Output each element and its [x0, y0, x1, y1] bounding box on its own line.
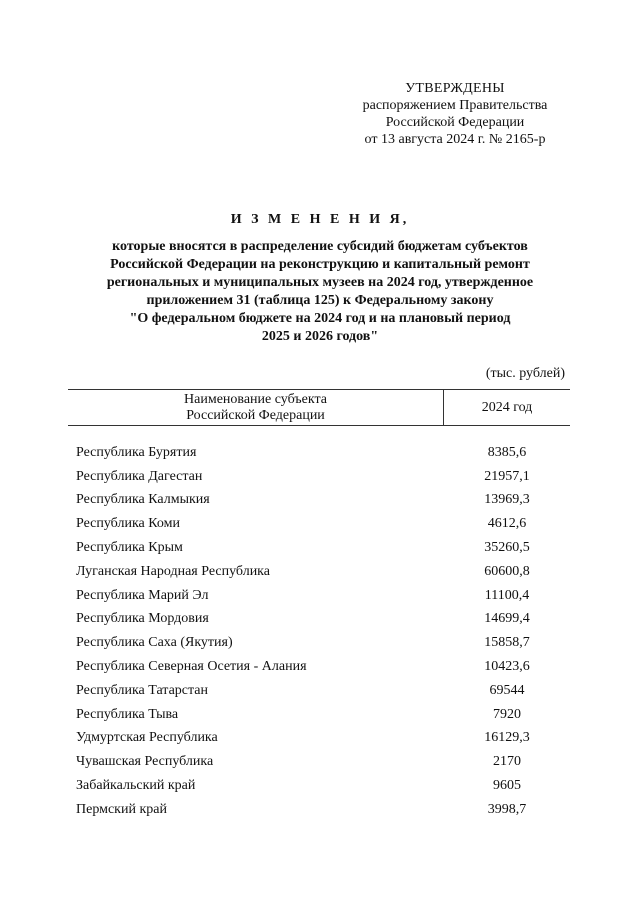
- row-subject: Республика Саха (Якутия): [76, 635, 233, 651]
- row-value: 9605: [493, 778, 521, 794]
- approval-line-3: от 13 августа 2024 г. № 2165-р: [364, 132, 546, 147]
- row-subject: Пермский край: [76, 801, 167, 817]
- approval-line-2: Российской Федерации: [385, 115, 525, 130]
- row-value: 10423,6: [484, 659, 530, 675]
- row-value: 60600,8: [484, 563, 530, 579]
- row-subject: Республика Татарстан: [76, 682, 209, 698]
- header-subject-line-1: Наименование субъекта: [184, 392, 327, 407]
- table-row: [68, 465, 570, 489]
- table-row: [68, 727, 570, 751]
- row-subject: Забайкальский край: [76, 778, 196, 794]
- table-row: [68, 608, 570, 632]
- row-value: 21957,1: [484, 468, 530, 484]
- table-body: [68, 441, 570, 822]
- subtitle-line-2: Российской Федерации на реконструкцию и капитальный ремонт: [110, 257, 530, 272]
- approval-line-1: распоряжением Правительства: [362, 98, 548, 113]
- row-subject: Республика Северная Осетия - Алания: [76, 659, 307, 675]
- approval-block: [340, 80, 570, 148]
- row-subject: Республика Бурятия: [76, 444, 197, 460]
- row-value: 15858,7: [484, 635, 530, 651]
- table-row: [68, 560, 570, 584]
- row-subject: Республика Тыва: [76, 706, 179, 722]
- table-row: [68, 512, 570, 536]
- row-subject: Республика Мордовия: [76, 611, 209, 627]
- row-value: 11100,4: [484, 587, 530, 603]
- subtitle-line-6: 2025 и 2026 годов": [261, 329, 379, 344]
- header-year: 2024 год: [481, 400, 533, 415]
- row-value: 16129,3: [484, 730, 530, 746]
- row-value: 14699,4: [484, 611, 530, 627]
- header-subject: [68, 390, 444, 425]
- row-value: 8385,6: [487, 444, 527, 460]
- row-value: 4612,6: [487, 516, 527, 532]
- table-row: [68, 489, 570, 513]
- row-value: 35260,5: [484, 540, 530, 556]
- units-label: (тыс. рублей): [485, 366, 565, 381]
- row-value: 69544: [489, 682, 525, 698]
- table-row: [68, 536, 570, 560]
- document-title: И З М Е Н Е Н И Я,: [230, 212, 410, 227]
- row-subject: Чувашская Республика: [76, 754, 214, 770]
- row-subject: Республика Крым: [76, 540, 183, 556]
- subtitle-line-5: "О федеральном бюджете на 2024 год и на плановый период: [129, 311, 511, 326]
- row-subject: Республика Калмыкия: [76, 492, 210, 508]
- table-row: [68, 631, 570, 655]
- approval-heading: УТВЕРЖДЕНЫ: [405, 81, 505, 96]
- row-subject: Республика Марий Эл: [76, 587, 209, 603]
- row-subject: Удмуртская Республика: [76, 730, 218, 746]
- row-subject: Республика Дагестан: [76, 468, 203, 484]
- row-subject: Луганская Народная Республика: [76, 563, 270, 579]
- row-value: 7920: [493, 706, 521, 722]
- table-row: [68, 655, 570, 679]
- table-row: [68, 679, 570, 703]
- table-row: [68, 774, 570, 798]
- table-row: [68, 703, 570, 727]
- table-row: [68, 798, 570, 822]
- document-subtitle: [75, 238, 565, 346]
- row-value: 2170: [493, 754, 521, 770]
- row-subject: Республика Коми: [76, 516, 180, 532]
- subsidy-table: [68, 389, 570, 822]
- subtitle-line-3: региональных и муниципальных музеев на 2024 год, утвержденное: [106, 275, 534, 290]
- subtitle-line-1: которые вносятся в распределение субсидий бюджетам субъектов: [112, 239, 528, 254]
- subtitle-line-4: приложением 31 (таблица 125) к Федеральному закону: [146, 293, 494, 308]
- table-row: [68, 584, 570, 608]
- header-subject-line-2: Российской Федерации: [186, 408, 325, 423]
- table-header: [68, 389, 570, 426]
- row-value: 13969,3: [484, 492, 530, 508]
- table-row: [68, 750, 570, 774]
- table-row: [68, 441, 570, 465]
- row-value: 3998,7: [487, 801, 527, 817]
